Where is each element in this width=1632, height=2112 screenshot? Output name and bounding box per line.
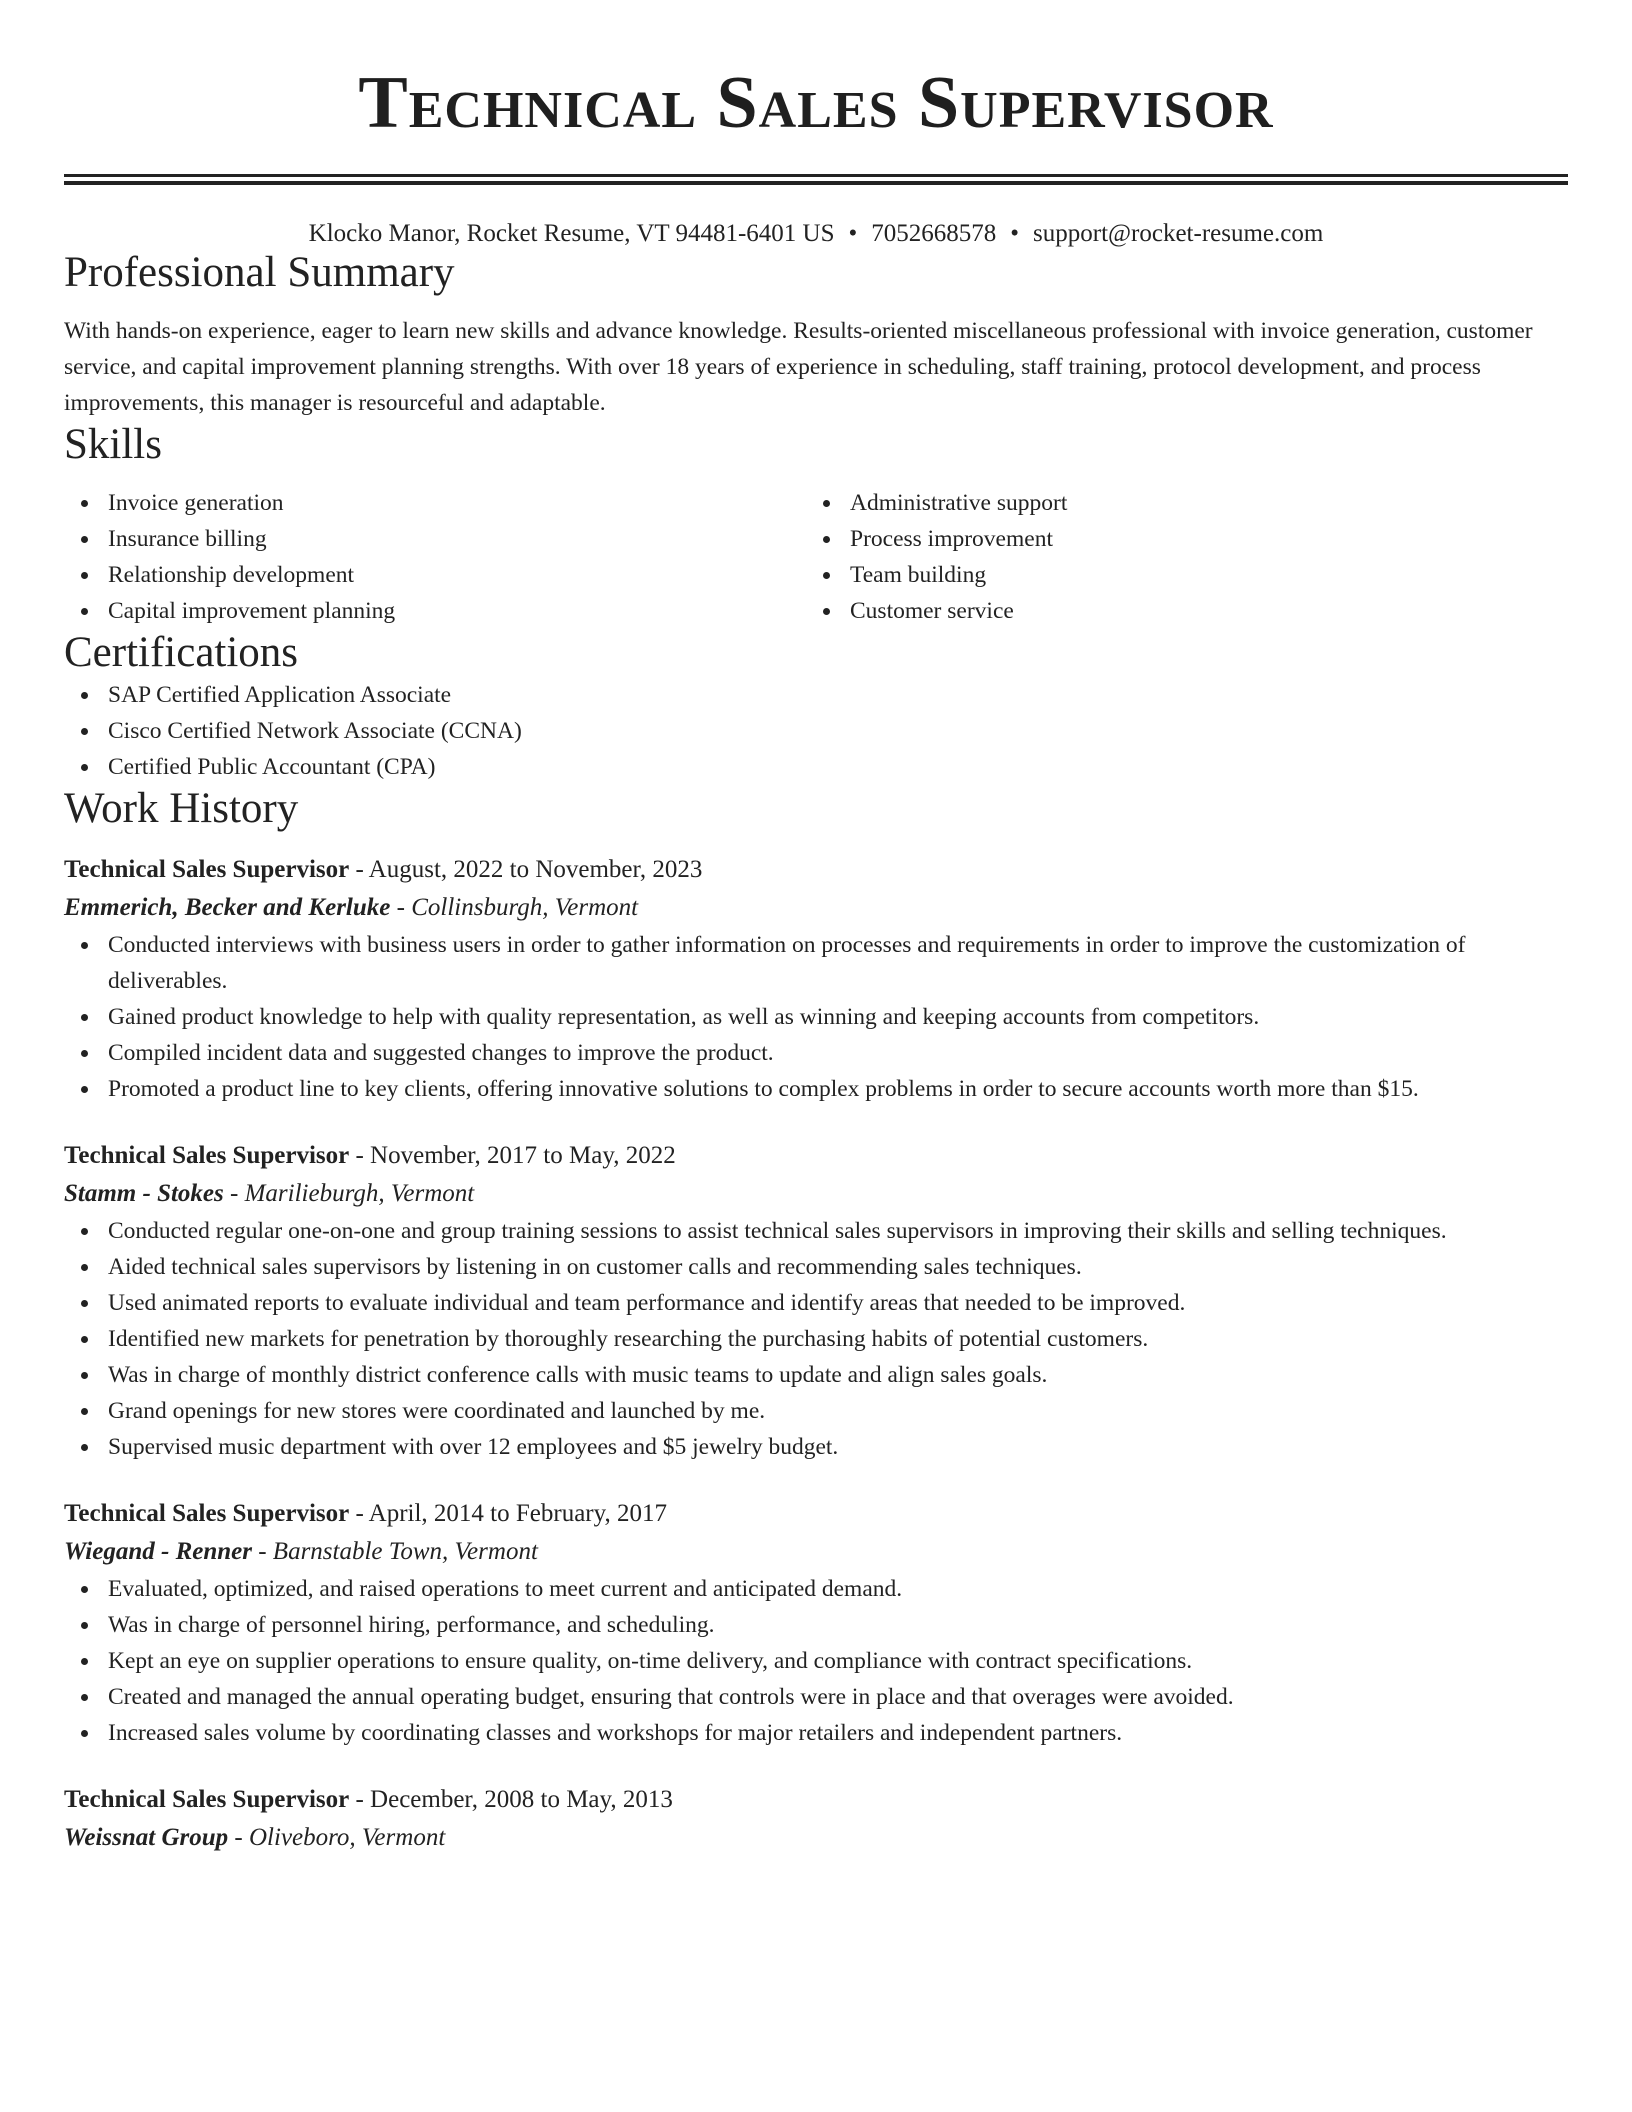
job-bullets [64,1571,1568,1751]
job-dates: - November, 2017 to May, 2022 [349,1142,676,1169]
job-bullet: Aided technical sales supervisors by listening in on customer calls and recommending sales techniques. [64,1249,1568,1285]
job-dates: - December, 2008 to May, 2013 [349,1786,673,1813]
job-bullet: Compiled incident data and suggested changes to improve the product. [64,1035,1568,1071]
job-bullets [64,927,1568,1107]
job-role: Technical Sales Supervisor [64,1142,350,1169]
job-bullet: Promoted a product line to key clients, offering innovative solutions to complex problems in order to secure accounts worth more than $15. [64,1071,1568,1107]
skill-item: Relationship development [64,557,806,593]
certifications-list [64,677,1568,785]
job-location: - Collinsburgh, Vermont [390,894,639,921]
job-title-line [64,1137,1568,1175]
skill-item: Customer service [806,593,1548,629]
skills-column-left [64,485,806,629]
job-bullet: Kept an eye on supplier operations to ensure quality, on-time delivery, and compliance with contract specifications. [64,1643,1568,1679]
certification-item: Certified Public Accountant (CPA) [64,749,1568,785]
job-title-line [64,1781,1568,1819]
job-bullet: Used animated reports to evaluate individual and team performance and identify areas that needed to be improved. [64,1285,1568,1321]
contact-email: support@rocket-resume.com [1033,220,1324,247]
job-location: - Barnstable Town, Vermont [251,1538,538,1565]
work-history-heading: Work History [64,785,299,832]
contact-line [64,219,1568,249]
job-bullet: Increased sales volume by coordinating classes and workshops for major retailers and independent partners. [64,1715,1568,1751]
job-company-line [64,1175,1568,1213]
skills-heading: Skills [64,421,162,468]
job-company: Emmerich, Becker and Kerluke [64,894,391,921]
job-company-line [64,1819,1568,1857]
job-dates: - April, 2014 to February, 2017 [349,1500,668,1527]
job-company-line [64,1533,1568,1571]
skill-item: Invoice generation [64,485,806,521]
skills-list [64,485,1568,629]
job-bullet: Was in charge of monthly district conference calls with music teams to update and align sales goals. [64,1357,1568,1393]
job-bullet: Gained product knowledge to help with quality representation, as well as winning and keeping accounts from competitors. [64,999,1568,1035]
certification-item: Cisco Certified Network Associate (CCNA) [64,713,1568,749]
job-bullet: Grand openings for new stores were coordinated and launched by me. [64,1393,1568,1429]
skill-item: Process improvement [806,521,1548,557]
job-role: Technical Sales Supervisor [64,1500,350,1527]
contact-separator: • [1010,220,1020,247]
job-bullet: Conducted regular one-on-one and group training sessions to assist technical sales supervisors in improving their skills and selling techniques. [64,1213,1568,1249]
job-role: Technical Sales Supervisor [64,856,350,883]
job-bullet: Identified new markets for penetration by thoroughly researching the purchasing habits of potential customers. [64,1321,1568,1357]
job-entry [64,851,1568,1107]
job-bullet: Was in charge of personnel hiring, performance, and scheduling. [64,1607,1568,1643]
certification-item: SAP Certified Application Associate [64,677,1568,713]
header-divider [64,174,1568,185]
job-entry [64,1781,1568,1857]
job-bullet: Evaluated, optimized, and raised operations to meet current and anticipated demand. [64,1571,1568,1607]
job-entry [64,1137,1568,1465]
job-company: Weissnat Group [64,1824,229,1851]
skills-column-right [806,485,1548,629]
contact-phone: 7052668578 [871,220,997,247]
job-company: Stamm - Stokes [64,1180,224,1207]
skill-item: Team building [806,557,1548,593]
job-bullets [64,1213,1568,1465]
contact-separator: • [848,220,858,247]
job-bullet: Created and managed the annual operating budget, ensuring that controls were in place and that overages were avoided. [64,1679,1568,1715]
job-company-line [64,889,1568,927]
job-entry [64,1495,1568,1751]
summary-heading: Professional Summary [64,249,455,296]
contact-address: Klocko Manor, Rocket Resume, VT 94481-6401 US [308,220,835,247]
skill-item: Administrative support [806,485,1548,521]
certifications-heading: Certifications [64,629,299,676]
job-bullet: Supervised music department with over 12 employees and $5 jewelry budget. [64,1429,1568,1465]
skill-item: Capital improvement planning [64,593,806,629]
job-company: Wiegand - Renner [64,1538,252,1565]
skill-item: Insurance billing [64,521,806,557]
job-title-line [64,1495,1568,1533]
summary-text: With hands-on experience, eager to learn new skills and advance knowledge. Results-oriented miscellaneous professional with invoice generation, customer service, and capital improvement planning strengths. With over 18 years of experience in scheduling, staff training, protocol development, and process improvements, this manager is resourceful and adaptable. [64,318,1533,416]
job-bullet: Conducted interviews with business users in order to gather information on processes and requirements in order to improve the customization of deliverables. [64,927,1568,999]
job-location: - Marilieburgh, Vermont [223,1180,475,1207]
job-dates: - August, 2022 to November, 2023 [349,856,703,883]
job-location: - Oliveboro, Vermont [228,1824,446,1851]
job-role: Technical Sales Supervisor [64,1786,350,1813]
resume-name: Technical Sales Supervisor [358,62,1274,144]
job-title-line [64,851,1568,889]
